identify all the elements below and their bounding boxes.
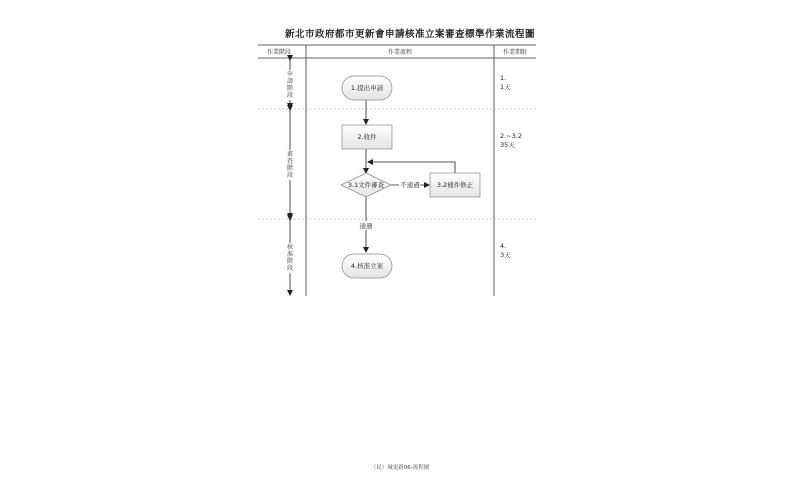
node-fix-label: 3.2補件修正 — [436, 181, 474, 189]
period-apply-step: 1. — [500, 74, 507, 82]
node-fix — [430, 173, 480, 197]
node-approve-label: 4.核准立案 — [350, 262, 384, 270]
header-period: 作業期限 — [502, 49, 528, 56]
period-apply-days: 1天 — [500, 83, 511, 91]
edge-label-fail: 不通過 — [400, 181, 420, 189]
stage-apply-char-1: 申 — [286, 71, 294, 78]
stage-apply-char-3: 階 — [286, 85, 294, 92]
period-approve-step: 4. — [500, 242, 507, 250]
header-stage: 作業階段 — [266, 49, 292, 56]
stage-review-char-4: 段 — [286, 172, 294, 179]
node-review — [341, 173, 391, 197]
period-review-days: 35天 — [500, 141, 515, 149]
node-apply — [342, 76, 392, 100]
node-apply-label: 1.提出申請 — [350, 84, 384, 92]
edge-fix-to-review — [368, 162, 455, 173]
stage-review-char-1: 審 — [286, 151, 294, 158]
stage-label-approve — [287, 243, 294, 272]
stage-apply-char-4: 段 — [286, 92, 294, 99]
period-review — [500, 132, 522, 149]
page-footer: （民）城更新06-流程圖 — [370, 465, 430, 471]
node-receive — [342, 125, 392, 149]
header-process: 作業流程 — [387, 49, 413, 56]
stage-approve-char-1: 核 — [286, 244, 294, 251]
stage-label-apply — [287, 70, 293, 99]
node-receive-label: 2.收件 — [357, 133, 377, 141]
stage-label-review — [287, 150, 293, 179]
period-apply — [500, 74, 511, 91]
stage-review-char-3: 階 — [286, 165, 294, 172]
stage-approve-char-3: 階 — [286, 258, 294, 265]
node-review-label: 3.1文件審查 — [347, 181, 385, 189]
period-approve — [500, 242, 511, 259]
stage-review-char-2: 查 — [286, 158, 294, 165]
period-review-step: 2.~3.2 — [500, 132, 522, 140]
stage-apply-char-2: 請 — [286, 78, 294, 85]
edge-label-pass: 通過 — [359, 222, 373, 230]
diagram-title: 新北市政府都市更新會申請核准立案審查標準作業流程圖 — [284, 29, 535, 40]
period-approve-days: 3天 — [500, 251, 511, 259]
node-approve — [342, 254, 392, 278]
stage-approve-char-2: 准 — [286, 251, 294, 258]
stage-approve-char-4: 段 — [286, 265, 294, 272]
